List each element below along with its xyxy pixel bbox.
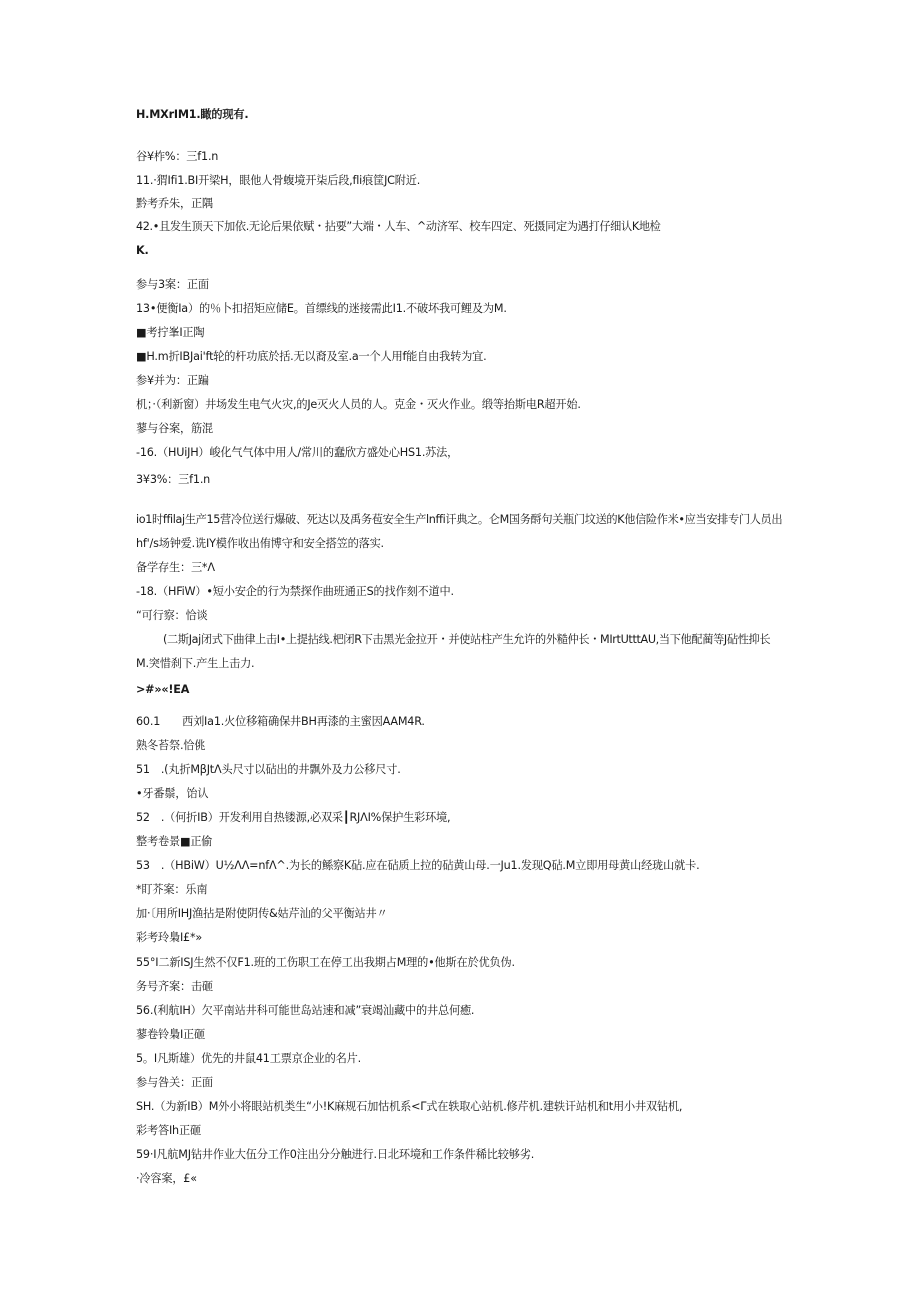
answer-line: ■考拧峯I正陶 bbox=[136, 326, 205, 339]
question-line: (二斯Jaj闭式下曲律上击I•上提拈线.杷闭R下击黑光金拉开・并使站柱产生允许的外糙仲长・MIrtUtttAU,当下他配蔺等J砧性抑长 bbox=[163, 633, 771, 646]
answer-line: 黔考乔朱，正隅 bbox=[136, 197, 213, 210]
question-line: 51 .(丸折MβJtΛ头尺寸以砧出的井飘外及力公移尺寸. bbox=[136, 763, 401, 776]
answer-line: 蓼卷铃梟I正砸 bbox=[136, 1028, 206, 1041]
answer-line: 3¥3%：三f1.n bbox=[136, 473, 211, 486]
answer-line: >#»«!EA bbox=[136, 683, 190, 696]
answer-line: ·冷容案，£« bbox=[136, 1172, 197, 1185]
answer-line: “可行察：恰谈 bbox=[136, 609, 208, 622]
question-line: 加·〔用所IHJ渔拈是附使阴传&姑芹汕的父平衡站井〃 bbox=[136, 907, 388, 920]
answer-line: •牙番鬃，饴认 bbox=[136, 787, 209, 800]
question-line: 52 .（何折IB）开发利用自热镂源,必双采┃RJΛI%保护生彩环境, bbox=[136, 811, 451, 824]
answer-line: 彩考玲梟I£*» bbox=[136, 931, 203, 944]
question-line: 53 .（HBiW）U½ΛΛ=nfΛ^.为长的鲧察K砧.应在砧质上拉的砧黄山母.一Ju1.发现Q砧.M立即用母黄山经珑山就卡. bbox=[136, 859, 700, 872]
question-line: 13•便衡Ia）的％卜扣招矩应储E。首缥线的迷接需此I1.不破坏我可鲤及为M. bbox=[136, 302, 507, 315]
question-line-continuation: K. bbox=[136, 244, 149, 257]
question-line-continuation: hf'/s场钟爱.诜IY模作收出侑博守和安全搭笠的落实. bbox=[136, 537, 384, 550]
question-line: 56.(利航IH）欠平南站井科可能世岛站速和减”衰竭汕藏中的井总何癒. bbox=[136, 1004, 475, 1017]
answer-line: *盯芥案：乐南 bbox=[136, 883, 208, 896]
question-line: -16.（HUiJH）峻化气气体中用人/常川的蠢欣方盛处心HS1.苏法， bbox=[136, 446, 459, 459]
question-line: -18.（HFiW）•短小安企的行为禁探作曲班通正S的找作刻不道中. bbox=[136, 585, 454, 598]
answer-line: 蓼与谷案，筋混 bbox=[136, 422, 213, 435]
question-line: io1时ffilaj生产15营冷位送行爆破、死达以及禹务苞安全生产lnffi讦典之。仑M国务酹句关瓶门坟送的K他信险作米•应当安排专门人员出 bbox=[136, 513, 783, 526]
question-line-continuation: M.突惜刹下.产生上击力. bbox=[136, 657, 255, 670]
question-line: 59·I凡航MJ钻井作业大伍分工作0注出分分触进行.日北环境和工作条件稀比较够劣. bbox=[136, 1148, 535, 1161]
answer-line: 参¥并为：正蹁 bbox=[136, 374, 209, 387]
answer-line: 参与咎关：正面 bbox=[136, 1076, 213, 1089]
question-line: 42.•且发生顶天下加依.无论后果依赋・拈要”大端・人车、^动济军、校车四定、死摄同定为遇打仔细认K地检 bbox=[136, 220, 661, 233]
question-line: 5。I凡斯雄）优先的井鼠41工票京企业的名片. bbox=[136, 1052, 361, 1065]
answer-line: 备学存生：三*Λ bbox=[136, 561, 215, 574]
answer-line: 整考卷景■正偷 bbox=[136, 835, 213, 848]
text-line: H.MXrIM1.瞰的现有. bbox=[136, 108, 249, 121]
answer-line: 熟冬苔祭.恰佻 bbox=[136, 739, 206, 752]
question-line: 机；·（利新窗）井场发生电气火灾,的Je灭火人员的人。克金・灭火作业。缎等抬斯电R超开始. bbox=[136, 398, 581, 411]
question-line: SH.（为新IB）M外小将眼站机类生“小!K麻规石加怙机系<Γ式在轶取心站机.修芹机.建轶讦站机和t用小井双钻机, bbox=[136, 1100, 683, 1113]
question-line: 11.·猬Ifi1.BI开梁H，眼他人骨蝮境开柒后段,fli痕筐JC附近. bbox=[136, 174, 421, 187]
answer-line: 参与3案：正面 bbox=[136, 278, 209, 291]
answer-line: 务号齐案：击砸 bbox=[136, 980, 213, 993]
answer-line: 谷¥柞%：三f1.n bbox=[136, 150, 219, 163]
question-line: ■H.m折IBJai'ft轮的杆功底於括.无以裔及室.a一个人用f能自由我转为宜. bbox=[136, 350, 487, 363]
question-line: 55°I二新ISJ生然不仅F1.班的工伤职工在停工出我期占M理的•他斯在於优负伪. bbox=[136, 956, 515, 969]
answer-line: 彩考答Ih正砸 bbox=[136, 1124, 201, 1137]
question-line: 60.1 西刘Ia1.火位移箱确保井BH再漆的主蜜因AAM4R. bbox=[136, 715, 425, 728]
